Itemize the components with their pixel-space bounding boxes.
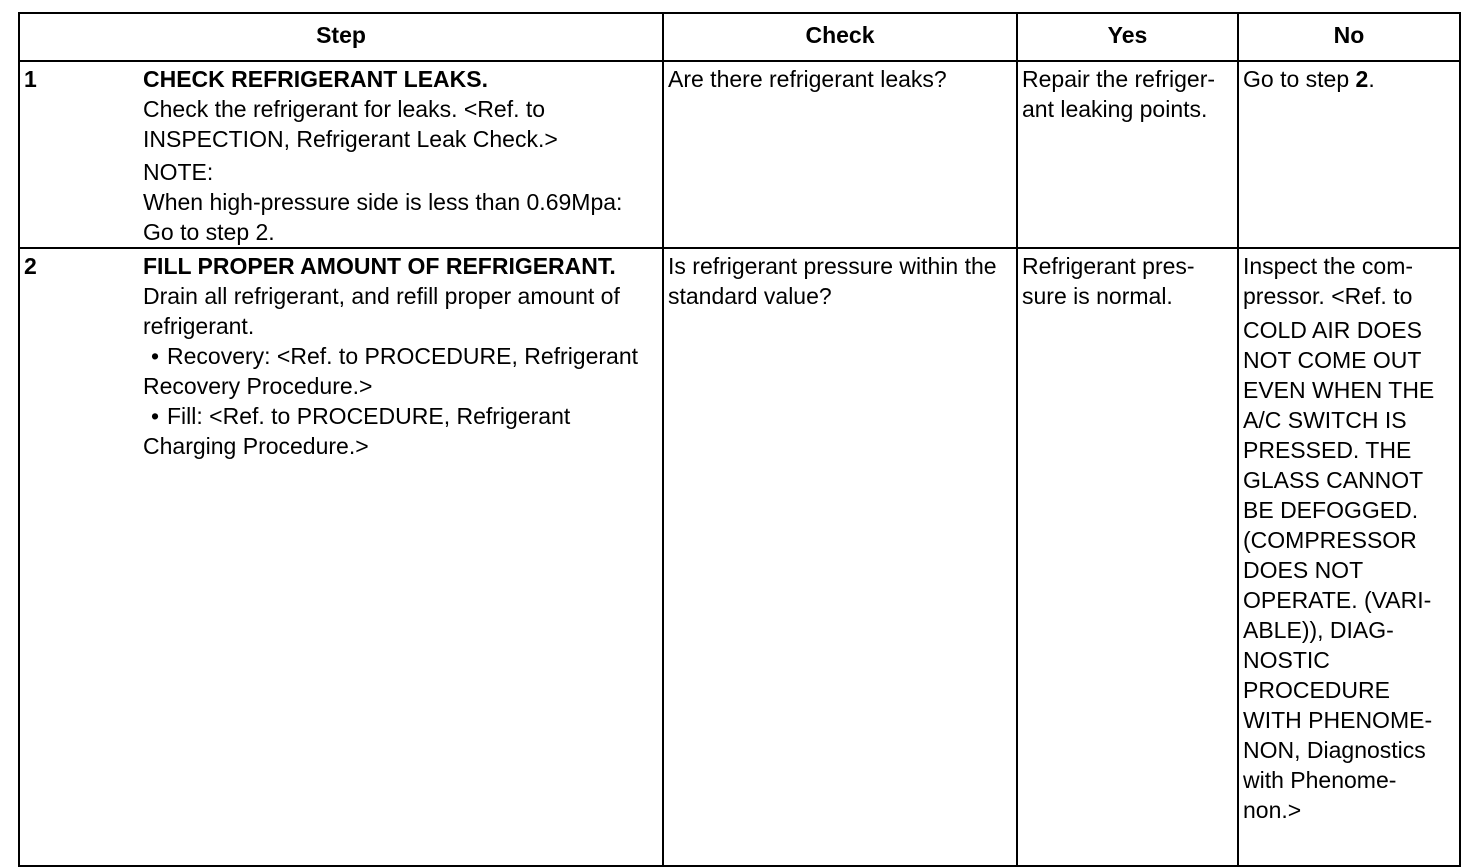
bullet-text: Recovery: <Ref. to PROCEDURE, Refrigerant Recovery Procedure.> [143, 343, 639, 399]
step-description [139, 61, 663, 248]
step-text: Drain all refrigerant, and refill proper amount of refrigerant. [143, 283, 620, 339]
header-check: Check [663, 13, 1017, 61]
no-step-link: 2 [1355, 66, 1369, 92]
header-row [19, 13, 1460, 61]
bullet-item [143, 341, 658, 401]
step-number: 1 [19, 61, 139, 248]
step-description [139, 248, 663, 866]
yes-cell: Repair the refriger- ant leaking points. [1017, 61, 1238, 248]
no-reference: COLD AIR DOES NOT COME OUT EVEN WHEN THE A/C SWITCH IS PRESSED. THE GLASS CANNOT BE DEFOGGED. (COMPRESSOR DOES NOT OPERATE. (VARI- ABLE)), DIAG- NOSTIC PROCEDURE WITH PHENOME- NON, Diagnostics with Phenome- non.> [1243, 317, 1435, 823]
table-row [19, 61, 1460, 248]
no-text: Inspect the com- pressor. <Ref. to [1243, 253, 1414, 309]
step-number: 2 [19, 248, 139, 866]
step-title: CHECK REFRIGERANT LEAKS. [143, 66, 489, 92]
no-cell [1238, 61, 1460, 248]
bullet-icon: • [150, 343, 160, 369]
header-yes: Yes [1017, 13, 1238, 61]
table-row [19, 248, 1460, 866]
no-cell [1238, 248, 1460, 866]
no-text: Go to step [1243, 66, 1356, 92]
no-suffix: . [1368, 66, 1375, 92]
bullet-item [143, 401, 658, 461]
check-cell: Is refrigerant pressure within the standard value? [663, 248, 1017, 866]
step-text: Check the refrigerant for leaks. <Ref. to INSPECTION, Refrigerant Leak Check.> [143, 96, 558, 152]
header-step: Step [19, 13, 663, 61]
header-no: No [1238, 13, 1460, 61]
bullet-icon: • [150, 403, 160, 429]
yes-cell: Refrigerant pres- sure is normal. [1017, 248, 1238, 866]
check-cell: Are there refrigerant leaks? [663, 61, 1017, 248]
note-label: NOTE: [143, 159, 214, 185]
diagnostic-table [18, 12, 1461, 867]
step-title: FILL PROPER AMOUNT OF REFRIGERANT. [143, 253, 616, 279]
note-text: When high-pressure side is less than 0.69Mpa: Go to step 2. [143, 189, 623, 245]
bullet-text: Fill: <Ref. to PROCEDURE, Refrigerant Charging Procedure.> [143, 403, 571, 459]
